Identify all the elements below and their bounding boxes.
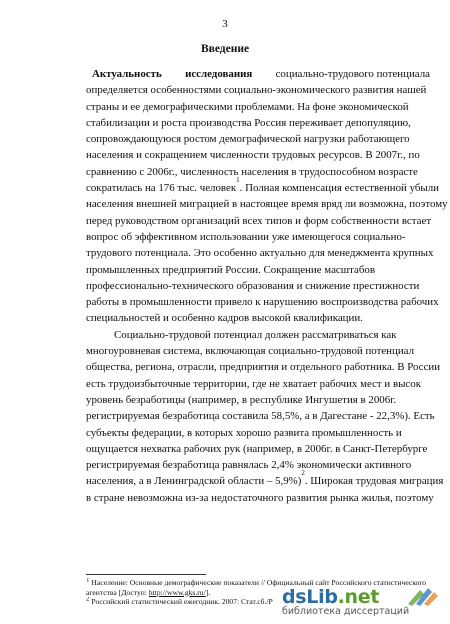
text-line: ощущается нехватка рабочих рук (например, в 2006г. в Санкт-Петербурге	[86, 442, 428, 455]
footnote-number: 2	[86, 597, 90, 603]
text-line: есть трудоизбыточные территории, где не хватает рабочих мест и высок	[86, 377, 421, 390]
text-line: перед руководством организаций всех типов и форм собственности встает	[86, 214, 432, 227]
text-line: сопровождающуюся ростом демографической нагрузки работающего	[86, 133, 410, 146]
page-number: 3	[222, 18, 228, 30]
text-fragment: . Широкая трудовая миграция	[304, 475, 444, 488]
section-heading: Введение	[200, 43, 250, 55]
text-line: Социально-трудовой потенциал должен рассматриваться как	[114, 328, 397, 341]
text-line: общества, региона, отрасли, предприятия и отдельного работника. В России	[86, 361, 441, 374]
text-line: работы в промышленности привело к нарушению воспроизводства рабочих	[86, 296, 439, 309]
text-line: уровень безработицы (например, в республике Ингушетия в 2006г.	[86, 393, 397, 406]
text-fragment: социально-трудового потенциала	[275, 68, 430, 80]
text-fragment: . Полная компенсация естественной убыли	[239, 182, 440, 195]
text-line: специальностей и особенно кадров высокой квалификации.	[86, 312, 363, 325]
dslib-watermark[interactable]	[282, 584, 442, 620]
text-line: регистрируемая безработица составила 58,5%, а в Дагестане - 22,3%). Есть	[86, 410, 435, 423]
text-fragment: сократилась на 176 тыс. человек	[86, 182, 237, 195]
text-line: стабилизации и роста производства Россия переживает депопуляцию,	[86, 116, 411, 129]
text-line: в стране невозможна из-за недостаточного развития рынка жилья, поэтому	[86, 491, 434, 504]
text-line	[86, 469, 444, 489]
watermark-subtitle: библиотека диссертаций	[282, 606, 410, 617]
footnote-divider	[86, 574, 206, 575]
footnote-text: ].	[205, 587, 211, 597]
text-line	[86, 66, 430, 82]
text-fragment: населения, а в Ленинградской области – 5,9%)	[86, 475, 302, 488]
text-line: страны и ее демографическими проблемами. На фоне экономической	[86, 100, 409, 113]
text-line: населения внешней миграцией в настоящее время вряд ли возможна, поэтому	[86, 198, 448, 211]
text-line: многоуровневая система, включающая социально-трудовой потенциал	[86, 345, 415, 358]
text-line: сравнению с 2006г., численность населения в трудоспособном возрасте	[86, 165, 418, 178]
footnote-text: Российский статистический ежегодник. 2007: Стат.сб./Р	[91, 597, 273, 606]
footnote-link[interactable]: http://www.gks.ru/	[148, 587, 206, 597]
text-line	[86, 176, 440, 196]
watermark-logo	[282, 586, 379, 608]
book-logo-icon	[402, 584, 442, 608]
logo-prefix: dsLib	[282, 586, 338, 608]
logo-suffix: .net	[337, 586, 380, 608]
text-line: трудового потенциала. Это особенно актуально для менеджмента крупных	[86, 247, 434, 260]
lead-bold-word: исследования	[185, 68, 253, 80]
text-line: регистрируемая безработица равнялась 2,4% экономически активного	[86, 459, 412, 472]
footnote-mark: 2	[301, 469, 305, 478]
footnote-number: 1	[86, 578, 90, 584]
lead-bold-word: Актуальность	[92, 68, 162, 80]
footnote-text: Население: Основные демографические показатели // Официальный сайт Российского статистического	[91, 578, 427, 587]
text-line: населения и сокращением численности трудовых ресурсов. В 2007г., по	[86, 149, 420, 162]
text-line: субъекты федерации, в которых хорошо развита промышленность и	[86, 426, 402, 439]
text-line: промышленных предприятий России. Сокращение масштабов	[86, 263, 375, 276]
text-line: определяется особенностями социально-экономического развития нашей	[86, 84, 427, 97]
body-text	[86, 66, 448, 506]
text-line: профессионально-технического образования и снижение престижности	[86, 279, 420, 292]
footnote-text: агентства [Доступ:	[86, 587, 149, 597]
text-line: вопрос об эффективном использовании уже имеющегося социально-	[86, 230, 406, 243]
footnote-mark: 1	[236, 176, 240, 185]
